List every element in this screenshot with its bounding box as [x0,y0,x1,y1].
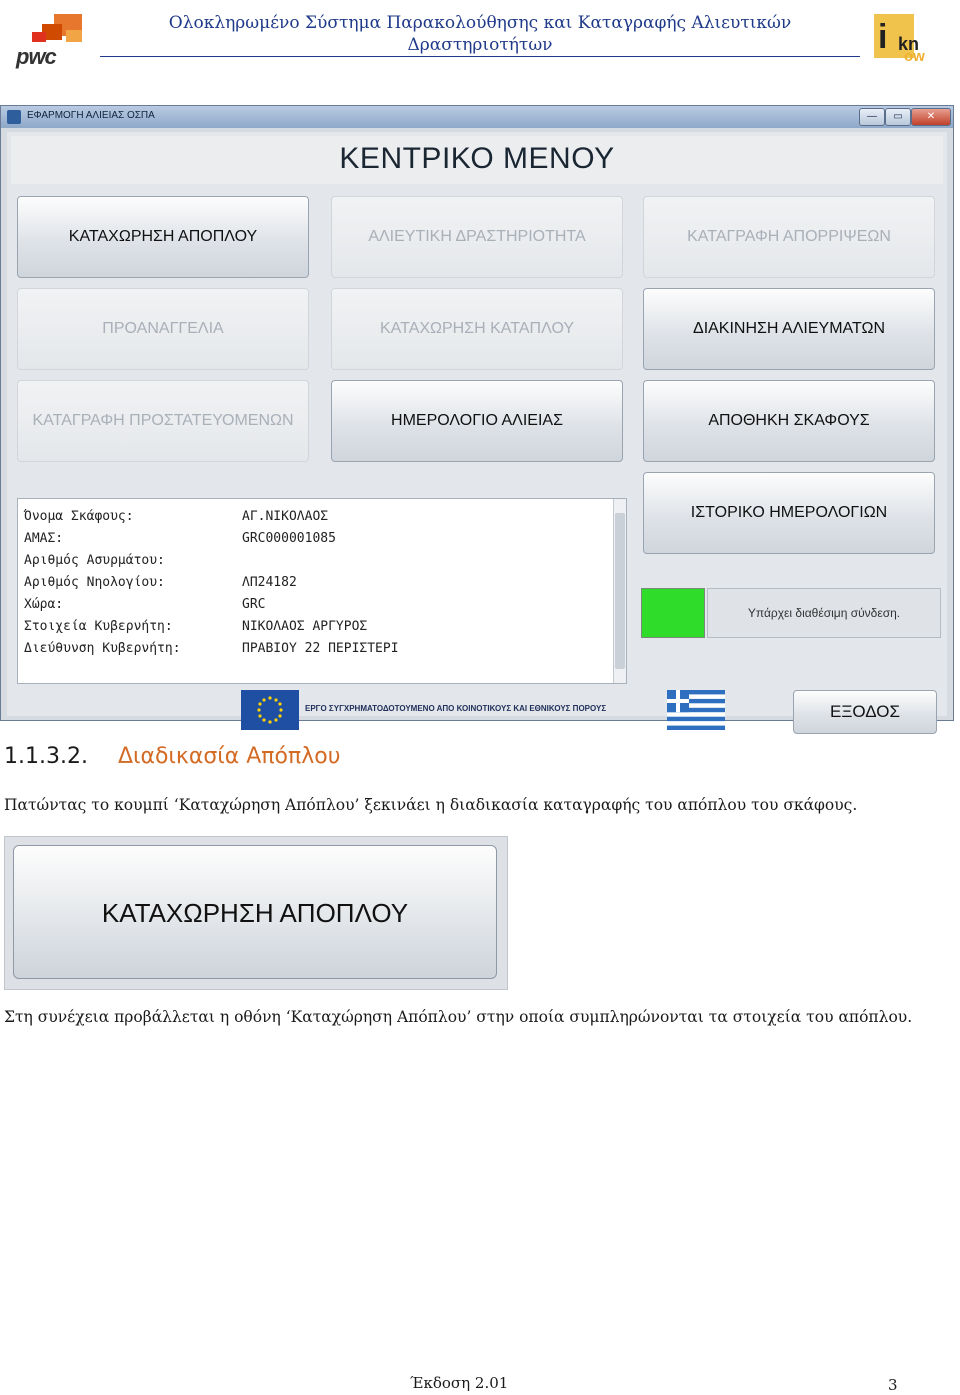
country-value: GRC [242,597,266,612]
vessel-info-panel [17,498,627,684]
pwc-logo [14,14,94,69]
captain-value: ΝΙΚΟΛΑΟΣ ΑΡΓΥΡΟΣ [242,619,368,634]
departure-registration-button[interactable]: ΚΑΤΑΧΩΡΗΣΗ ΑΠΟΠΛΟΥ [17,196,309,278]
logbook-history-button[interactable]: ΙΣΤΟΡΙΚΟ ΗΜΕΡΟΛΟΓΙΩΝ [643,472,935,554]
document-header-title: Ολοκληρωμένο Σύστημα Παρακολούθησης και Καταγραφής Αλιευτικών Δραστηριοτήτων [168,13,792,55]
pwc-logo-text: pwc [16,44,56,69]
registry-number-label: Αριθμός Νηολογίου: [24,575,165,590]
app-window [0,105,954,721]
captain-label: Στοιχεία Κυβερνήτη: [24,619,173,634]
eu-cofunding-text: ΕΡΓΟ ΣΥΓΧΡΗΜΑΤΟΔΟΤΟΥΜΕΝΟ ΑΠΟ ΚΟΙΝΟΤΙΚΟΥΣ ΚΑΙ ΕΘΝΙΚΟΥΣ ΠΟΡΟΥΣ [305,704,607,713]
iknow-logo: i kn ow [874,14,946,66]
footer-page-number: 3 [888,1376,898,1394]
connection-status: Υπάρχει διαθέσιμη σύνδεση. [707,588,941,638]
maximize-button[interactable]: ▭ [885,108,911,126]
button-figure [4,836,508,990]
amas-value: GRC000001085 [242,531,336,546]
paragraph-next: Στη συνέχεια προβάλλεται η οθόνη ‘Καταχώρηση Απόπλου’ στην οποία συμπληρώνονται τα στοιχεία του απόπλου. [4,1008,913,1026]
exit-button[interactable]: ΕΞΟΔΟΣ [793,690,937,734]
eu-flag-icon [241,690,299,730]
paragraph-intro: Πατώντας το κουμπί ‘Καταχώρηση Απόπλου’ ξεκινάει η διαδικασία καταγραφής του απόπλου του σκάφους. [4,796,858,814]
country-label: Χώρα: [24,597,64,612]
amas-label: ΑΜΑΣ: [24,531,64,546]
close-button[interactable]: ✕ [911,108,951,126]
landing-registration-button[interactable]: ΚΑΤΑΧΩΡΗΣΗ ΚΑΤΑΠΛΟΥ [331,288,623,370]
section-title: Διαδικασία Απόπλου [117,744,341,769]
vessel-name-value: ΑΓ.ΝΙΚΟΛΑΟΣ [242,509,329,524]
vessel-storage-button[interactable]: ΑΠΟΘΗΚΗ ΣΚΑΦΟΥΣ [643,380,935,462]
window-title: ΕΦΑΡΜΟΓΗ ΑΛΙΕΙΑΣ ΟΣΠΑ [27,110,155,121]
departure-registration-button-enlarged[interactable]: ΚΑΤΑΧΩΡΗΣΗ ΑΠΟΠΛΟΥ [13,845,497,979]
fishing-activity-button[interactable]: ΑΛΙΕΥΤΙΚΗ ΔΡΑΣΤΗΡΙΟΤΗΤΑ [331,196,623,278]
minimize-button[interactable]: — [859,108,885,126]
connection-indicator [641,588,705,638]
greek-flag-icon [667,690,725,730]
registry-number-value: ΛΠ24182 [242,575,297,590]
vessel-info-scrollbar[interactable] [613,499,626,683]
fishing-logbook-button[interactable]: ΗΜΕΡΟΛΟΓΙΟ ΑΛΙΕΙΑΣ [331,380,623,462]
captain-address-value: ΠΡΑΒΙΟΥ 22 ΠΕΡΙΣΤΕΡΙ [242,641,399,656]
captain-address-label: Διεύθυνση Κυβερνήτη: [24,641,181,656]
window-titlebar [1,106,953,128]
catch-transport-button[interactable]: ΔΙΑΚΙΝΗΣΗ ΑΛΙΕΥΜΑΤΩΝ [643,288,935,370]
menu-title: ΚΕΝΤΡΙΚΟ ΜΕΝΟΥ [339,142,615,175]
protected-species-button[interactable]: ΚΑΤΑΓΡΑΦΗ ΠΡΟΣΤΑΤΕΥΟΜΕΝΩΝ [17,380,309,462]
footer-version: Έκδοση 2.01 [410,1374,509,1392]
prior-notification-button[interactable]: ΠΡΟΑΝΑΓΓΕΛΙΑ [17,288,309,370]
section-number: 1.1.3.2. [4,744,88,769]
vessel-name-label: Όνομα Σκάφους: [24,509,134,524]
section-heading [4,744,340,769]
main-menu-panel [7,132,947,721]
discards-record-button[interactable]: ΚΑΤΑΓΡΑΦΗ ΑΠΟΡΡΙΨΕΩΝ [643,196,935,278]
header-rule [100,56,860,57]
radio-number-label: Αριθμός Ασυρμάτου: [24,553,165,568]
app-icon [7,110,21,124]
